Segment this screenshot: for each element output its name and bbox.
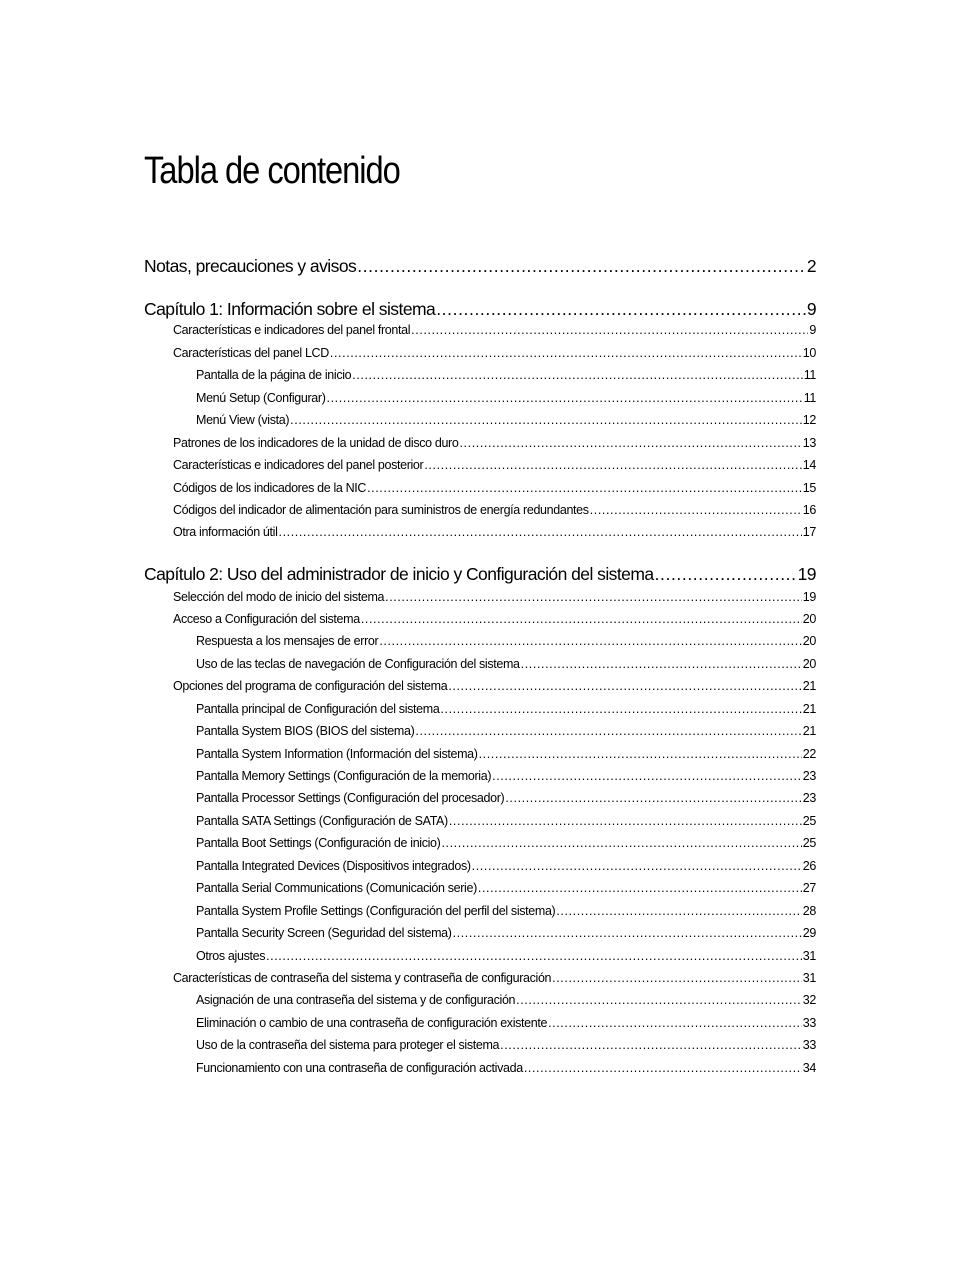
toc-entry-label: Capítulo 1: Información sobre el sistema: [144, 299, 436, 319]
toc-dot-leader: [266, 949, 802, 963]
toc-entry[interactable]: [196, 702, 816, 720]
page-title: Tabla de contenido: [144, 150, 400, 192]
toc-dot-leader: [415, 724, 801, 738]
toc-page-number: 9: [809, 323, 816, 337]
toc-page-number: 16: [802, 503, 816, 517]
toc-entry-label: Asignación de una contraseña del sistema y de configuración: [196, 993, 516, 1007]
toc-entry[interactable]: [196, 634, 816, 652]
toc-entry[interactable]: [173, 458, 816, 476]
toc-page-number: 25: [802, 814, 816, 828]
toc-page-number: 21: [802, 724, 816, 738]
toc-page-number: 33: [802, 1038, 816, 1052]
toc-entry[interactable]: [196, 926, 816, 944]
toc-entry-label: Acceso a Configuración del sistema: [173, 612, 360, 626]
toc-entry[interactable]: [196, 1016, 816, 1034]
toc-page-number: 27: [802, 881, 816, 895]
toc-entry-label: Pantalla de la página de inicio: [196, 368, 352, 382]
toc-entry[interactable]: [196, 993, 816, 1011]
toc-page-number: 17: [802, 525, 816, 539]
toc-dot-leader: [379, 634, 801, 648]
toc-dot-leader: [441, 836, 801, 850]
toc-entry-label: Uso de la contraseña del sistema para proteger el sistema: [196, 1038, 500, 1052]
toc-dot-leader: [290, 413, 802, 427]
toc-page-number: 12: [802, 413, 816, 427]
toc-entry-label: Pantalla Memory Settings (Configuración de la memoria): [196, 769, 492, 783]
toc-dot-leader: [361, 612, 802, 626]
toc-entry-label: Características e indicadores del panel posterior: [173, 458, 424, 472]
toc-page-number: 25: [802, 836, 816, 850]
toc-dot-leader: [424, 458, 801, 472]
toc-entry-label: Pantalla System Profile Settings (Configuración del perfil del sistema): [196, 904, 556, 918]
toc-page-number: 20: [802, 657, 816, 671]
toc-entry-label: Pantalla Boot Settings (Configuración de inicio): [196, 836, 441, 850]
toc-page-number: 22: [802, 747, 816, 761]
toc-entry[interactable]: [196, 724, 816, 742]
toc-entry[interactable]: [173, 590, 816, 608]
toc-page-number: 21: [802, 679, 816, 693]
toc-page-number: 11: [803, 368, 816, 382]
toc-page-number: 19: [797, 564, 816, 584]
toc-entry-label: Características de contraseña del sistema y contraseña de configuración: [173, 971, 552, 985]
toc-entry-label: Pantalla Integrated Devices (Dispositivos integrados): [196, 859, 471, 873]
toc-entry[interactable]: [173, 503, 816, 521]
toc-dot-leader: [448, 679, 801, 693]
toc-page-number: 32: [802, 993, 816, 1007]
toc-entry[interactable]: [196, 836, 816, 854]
toc-entry[interactable]: [196, 1038, 816, 1056]
toc-dot-leader: [655, 564, 797, 585]
toc-page-number: 33: [802, 1016, 816, 1030]
toc-entry-label: Funcionamiento con una contraseña de configuración activada: [196, 1061, 523, 1075]
toc-chapter-entry[interactable]: [144, 564, 816, 588]
toc-entry-label: Eliminación o cambio de una contraseña de configuración existente: [196, 1016, 548, 1030]
toc-entry[interactable]: [196, 769, 816, 787]
toc-dot-leader: [330, 346, 802, 360]
toc-entry[interactable]: [196, 1061, 816, 1079]
toc-entry-label: Respuesta a los mensajes de error: [196, 634, 379, 648]
toc-dot-leader: [505, 791, 801, 805]
toc-page-number: 20: [802, 634, 816, 648]
toc-dot-leader: [367, 481, 802, 495]
toc-entry-label: Pantalla System Information (Información del sistema): [196, 747, 478, 761]
toc-dot-leader: [357, 256, 806, 277]
toc-dot-leader: [385, 590, 802, 604]
toc-entry-label: Pantalla Serial Communications (Comunicación serie): [196, 881, 477, 895]
toc-entry-label: Uso de las teclas de navegación de Configuración del sistema: [196, 657, 520, 671]
toc-dot-leader: [524, 1061, 802, 1075]
toc-entry-label: Capítulo 2: Uso del administrador de inicio y Configuración del sistema: [144, 564, 654, 584]
toc-dot-leader: [449, 814, 802, 828]
toc-entry-label: Pantalla Security Screen (Seguridad del sistema): [196, 926, 452, 940]
toc-entry-label: Características del panel LCD: [173, 346, 329, 360]
toc-dot-leader: [556, 904, 801, 918]
toc-dot-leader: [548, 1016, 802, 1030]
toc-entry[interactable]: [173, 679, 816, 697]
toc-entry[interactable]: [173, 525, 816, 543]
toc-dot-leader: [472, 859, 802, 873]
toc-entry-label: Selección del modo de inicio del sistema: [173, 590, 385, 604]
toc-dot-leader: [521, 657, 802, 671]
toc-page-number: 29: [802, 926, 816, 940]
toc-entry[interactable]: [196, 881, 816, 899]
toc-page-number: 2: [806, 256, 816, 276]
toc-entry-label: Menú Setup (Configurar): [196, 391, 326, 405]
toc-page-number: 31: [802, 949, 816, 963]
toc-entry[interactable]: [196, 413, 816, 431]
toc-entry[interactable]: [173, 481, 816, 499]
toc-entry[interactable]: [173, 612, 816, 630]
toc-dot-leader: [453, 926, 802, 940]
toc-dot-leader: [440, 702, 801, 716]
toc-entry[interactable]: [196, 904, 816, 922]
toc-entry-label: Pantalla System BIOS (BIOS del sistema): [196, 724, 415, 738]
toc-entry[interactable]: [173, 346, 816, 364]
toc-entry-label: Otros ajustes: [196, 949, 266, 963]
toc-page-number: 26: [802, 859, 816, 873]
toc-entry[interactable]: [196, 391, 816, 409]
toc-entry-label: Patrones de los indicadores de la unidad de disco duro: [173, 436, 459, 450]
toc-page-number: 20: [802, 612, 816, 626]
toc-page-number: 28: [802, 904, 816, 918]
toc-entry[interactable]: [196, 747, 816, 765]
toc-dot-leader: [279, 525, 802, 539]
toc-entry[interactable]: [196, 657, 816, 675]
toc-entry-label: Menú View (vista): [196, 413, 290, 427]
toc-chapter-entry[interactable]: [144, 256, 816, 280]
toc-entry[interactable]: [196, 949, 816, 967]
toc-page-number: 15: [802, 481, 816, 495]
toc-chapter-entry[interactable]: [144, 299, 816, 323]
toc-dot-leader: [352, 368, 802, 382]
toc-page-number: 23: [802, 791, 816, 805]
toc-dot-leader: [411, 323, 808, 337]
toc-entry-label: Características e indicadores del panel frontal: [173, 323, 411, 337]
toc-dot-leader: [478, 881, 802, 895]
toc-page-number: 34: [802, 1061, 816, 1075]
toc-page-number: 10: [802, 346, 816, 360]
toc-entry-label: Pantalla Processor Settings (Configuración del procesador): [196, 791, 505, 805]
toc-dot-leader: [590, 503, 802, 517]
toc-entry[interactable]: [173, 971, 816, 989]
toc-dot-leader: [492, 769, 802, 783]
toc-page-number: 19: [802, 590, 816, 604]
toc-entry[interactable]: [196, 368, 816, 386]
toc-dot-leader: [500, 1038, 802, 1052]
toc-dot-leader: [479, 747, 802, 761]
toc-page-number: 21: [802, 702, 816, 716]
toc-page-number: 23: [802, 769, 816, 783]
toc-page-number: 31: [802, 971, 816, 985]
toc-dot-leader: [327, 391, 803, 405]
toc-entry-label: Pantalla principal de Configuración del sistema: [196, 702, 440, 716]
toc-page-number: 13: [802, 436, 816, 450]
toc-entry[interactable]: [196, 791, 816, 809]
toc-entry-label: Pantalla SATA Settings (Configuración de SATA): [196, 814, 448, 828]
toc-entry-label: Códigos de los indicadores de la NIC: [173, 481, 367, 495]
toc-dot-leader: [436, 299, 806, 320]
toc-dot-leader: [552, 971, 802, 985]
toc-dot-leader: [459, 436, 801, 450]
toc-entry[interactable]: [173, 436, 816, 454]
toc-page-number: 11: [803, 391, 816, 405]
toc-page-number: 14: [802, 458, 816, 472]
toc-entry[interactable]: [173, 323, 816, 341]
toc-entry[interactable]: [196, 814, 816, 832]
toc-entry-label: Opciones del programa de configuración del sistema: [173, 679, 448, 693]
toc-entry-label: Otra información útil: [173, 525, 278, 539]
toc-page-number: 9: [806, 299, 816, 319]
toc-dot-leader: [516, 993, 802, 1007]
toc-entry-label: Notas, precauciones y avisos: [144, 256, 357, 276]
toc-entry-label: Códigos del indicador de alimentación para suministros de energía redundantes: [173, 503, 589, 517]
toc-entry[interactable]: [196, 859, 816, 877]
